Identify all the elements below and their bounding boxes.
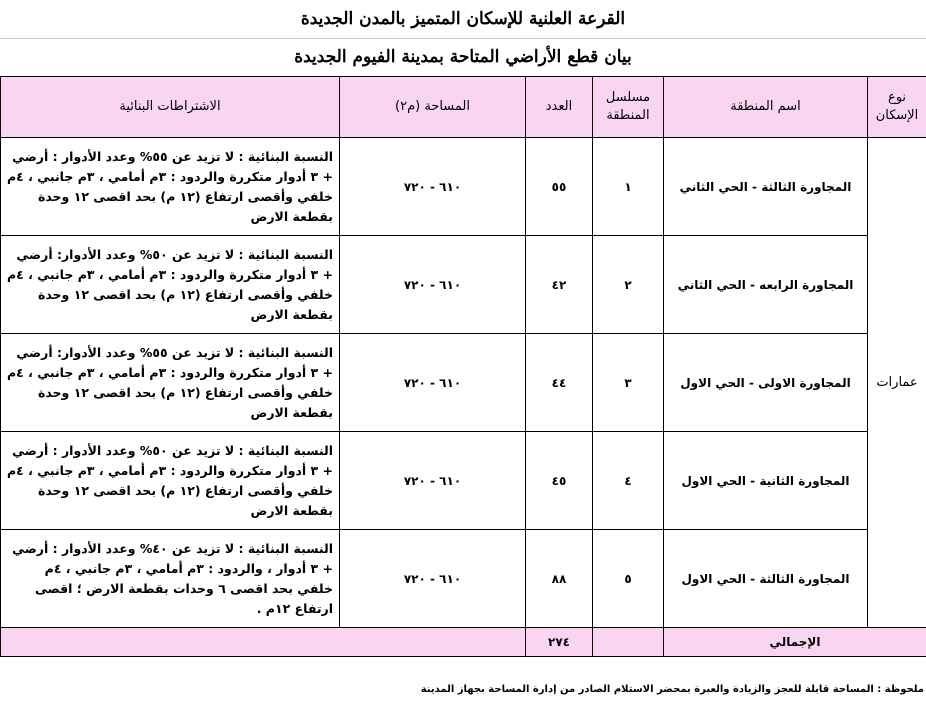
total-label: الإجمالي — [664, 628, 926, 657]
conditions-cell: النسبة البنائية : لا تزيد عن ٥٥% وعدد الأدوار: أرضي + ٣ أدوار متكررة والردود : ٣م أمامي ، ٣م جانبي ، ٤م خلفي وأقصى ارتفاع (١٢ م) بحد اقصى ١٢ وحدة بقطعة الارض — [1, 334, 340, 432]
count-cell: ٤٥ — [526, 432, 593, 530]
table-header-row — [1, 77, 926, 138]
zone-serial-cell: ٥ — [593, 530, 664, 628]
housing-type-cell: عمارات — [868, 138, 926, 628]
table-row — [1, 432, 926, 530]
area-cell: ٦١٠ - ٧٢٠ — [340, 530, 526, 628]
count-cell: ٤٢ — [526, 236, 593, 334]
header-area: المساحة (م٢) — [340, 77, 526, 138]
zone-name-cell: المجاورة الرابعه - الحي الثاني — [664, 236, 868, 334]
zone-name-cell: المجاورة الثالثة - الحي الثاني — [664, 138, 868, 236]
header-count: العدد — [526, 77, 593, 138]
conditions-cell: النسبة البنائية : لا تزيد عن ٤٠% وعدد الأدوار : أرضي + ٣ أدوار ، والردود : ٣م أمامي ، ٣م جانبي ، ٤م خلفي بحد اقصى ٦ وحدات بقطعة الارض ؛ اقصى ارتفاع ١٢م . — [1, 530, 340, 628]
area-cell: ٦١٠ - ٧٢٠ — [340, 236, 526, 334]
count-cell: ٨٨ — [526, 530, 593, 628]
zone-name-cell: المجاورة الثالثة - الحي الاول — [664, 530, 868, 628]
count-cell: ٤٤ — [526, 334, 593, 432]
conditions-cell: النسبة البنائية : لا تزيد عن ٥٠% وعدد الأدوار : أرضي + ٣ أدوار متكررة والردود : ٣م أمامي ، ٣م جانبي ، ٤م خلفي وأقصى ارتفاع (١٢ م) بحد اقصى ١٢ وحدة بقطعة الارض — [1, 432, 340, 530]
area-cell: ٦١٠ - ٧٢٠ — [340, 432, 526, 530]
header-housing-type: نوع الإسكان — [868, 77, 926, 138]
document-title: القرعة العلنية للإسكان المتميز بالمدن الجديدة — [0, 0, 926, 39]
zone-serial-cell: ٢ — [593, 236, 664, 334]
conditions-cell: النسبة البنائية : لا تزيد عن ٥٠% وعدد الأدوار: أرضي + ٣ أدوار متكررة والردود : ٣م أمامي ، ٣م جانبي ، ٤م خلفي وأقصى ارتفاع (١٢ م) بحد اقصى ١٢ وحدة بقطعة الارض — [1, 236, 340, 334]
header-zone-name: اسم المنطقة — [664, 77, 868, 138]
zone-serial-cell: ٣ — [593, 334, 664, 432]
area-cell: ٦١٠ - ٧٢٠ — [340, 138, 526, 236]
zone-name-cell: المجاورة الثانية - الحي الاول — [664, 432, 868, 530]
table-row — [1, 334, 926, 432]
table-row — [1, 530, 926, 628]
footnote: ملحوظة : المساحة قابلة للعجز والزيادة والعبرة بمحضر الاستلام الصادر من إدارة المساحة بجهاز المدينة — [420, 684, 924, 695]
table-row — [1, 138, 926, 236]
total-count: ٢٧٤ — [526, 628, 593, 657]
zone-serial-cell: ١ — [593, 138, 664, 236]
conditions-cell: النسبة البنائية : لا تزيد عن ٥٥% وعدد الأدوار : أرضي + ٣ أدوار متكررة والردود : ٣م أمامي ، ٣م جانبي ، ٤م خلفي وأقصى ارتفاع (١٢ م) بحد اقصى ١٢ وحدة بقطعة الارض — [1, 138, 340, 236]
total-empty-cell — [1, 628, 526, 657]
header-conditions: الاشتراطات البنائية — [1, 77, 340, 138]
zone-name-cell: المجاورة الاولى - الحي الاول — [664, 334, 868, 432]
table-row — [1, 236, 926, 334]
count-cell: ٥٥ — [526, 138, 593, 236]
header-zone-serial: مسلسل المنطقة — [593, 77, 664, 138]
total-empty-cell — [593, 628, 664, 657]
plots-table — [0, 76, 926, 657]
total-row — [1, 628, 926, 657]
area-cell: ٦١٠ - ٧٢٠ — [340, 334, 526, 432]
document-subtitle: بيان قطع الأراضي المتاحة بمدينة الفيوم الجديدة — [294, 47, 632, 67]
zone-serial-cell: ٤ — [593, 432, 664, 530]
